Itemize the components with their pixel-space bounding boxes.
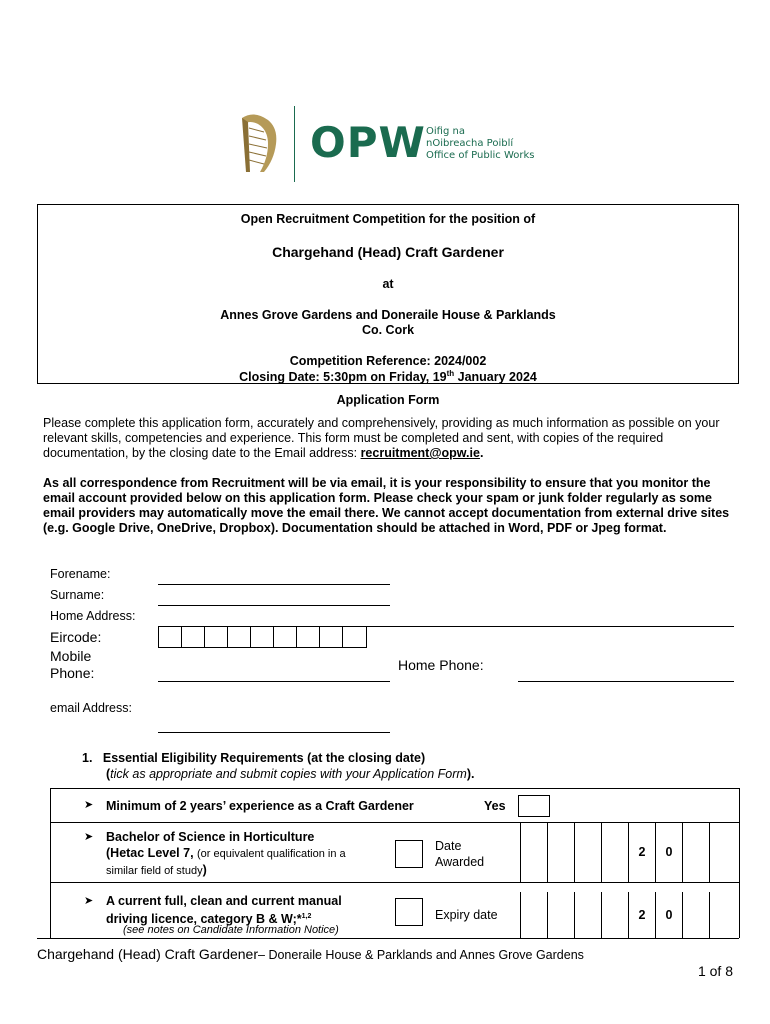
- arrow-bullet-icon: ➤: [84, 799, 94, 811]
- mobile-phone-label-2: Phone:: [50, 665, 95, 681]
- section-1-title: 1. Essential Eligibility Requirements (at the closing date) (tick as appropriate and submit copies with your Application Form).: [82, 751, 475, 781]
- footer-divider: [37, 938, 739, 939]
- date-cell[interactable]: [547, 822, 574, 882]
- date-cell[interactable]: [547, 892, 574, 938]
- date-cell[interactable]: 2: [628, 892, 655, 938]
- position-title: Chargehand (Head) Craft Gardener: [272, 244, 504, 260]
- requirement-experience: Minimum of 2 years’ experience as a Craft Gardener: [106, 799, 414, 813]
- date-awarded-grid[interactable]: [520, 822, 710, 882]
- date-cell[interactable]: 0: [655, 822, 682, 882]
- forename-field[interactable]: [158, 584, 390, 585]
- opw-subtitle: [426, 126, 535, 162]
- page-number: 1 of 8: [697, 963, 733, 979]
- header-intro: Open Recruitment Competition for the position of: [240, 212, 536, 226]
- eircode-cell[interactable]: [320, 627, 343, 647]
- opw-subtitle-english: Office of Public Works: [426, 150, 535, 161]
- eircode-cell[interactable]: [251, 627, 274, 647]
- eircode-label: Eircode:: [50, 629, 102, 645]
- yes-label: Yes: [484, 799, 506, 813]
- date-cell[interactable]: 2: [628, 822, 655, 882]
- date-cell[interactable]: [574, 822, 601, 882]
- surname-field[interactable]: [158, 605, 390, 606]
- date-cell[interactable]: [682, 892, 709, 938]
- home-phone-label: Home Phone:: [398, 657, 484, 673]
- eircode-cell[interactable]: [182, 627, 205, 647]
- arrow-bullet-icon: ➤: [84, 895, 94, 907]
- licence-note: (see notes on Candidate Information Notice): [123, 924, 339, 936]
- home-phone-field[interactable]: [518, 681, 734, 682]
- header-at: at: [382, 277, 394, 291]
- licence-checkbox[interactable]: [395, 898, 423, 926]
- requirement-degree: Bachelor of Science in Horticulture (Hetac Level 7, (or equivalent qualification in a similar field of study): [106, 830, 346, 877]
- opw-subtitle-irish-2: nOibreacha Poiblí: [426, 138, 514, 149]
- eircode-cell[interactable]: [205, 627, 228, 647]
- email-address-label: email Address:: [50, 701, 132, 715]
- requirement-driving-licence: A current full, clean and current manual driving licence, category B & W;*$^{1,2}$: [106, 894, 342, 927]
- opw-subtitle-irish-1: Oifig na: [426, 126, 465, 137]
- eircode-field[interactable]: [158, 626, 367, 648]
- recruitment-email-link[interactable]: recruitment@opw.ie: [360, 446, 480, 460]
- footer-title: Chargehand (Head) Craft Gardener– Doneraile House & Parklands and Annes Grove Gardens: [37, 946, 584, 962]
- surname-label: Surname:: [50, 588, 105, 602]
- harp-emblem-icon: [234, 110, 282, 176]
- eircode-cell[interactable]: [297, 627, 320, 647]
- location-line-2: Co. Cork: [361, 323, 415, 337]
- date-cell[interactable]: 0: [655, 892, 682, 938]
- arrow-bullet-icon: ➤: [84, 831, 94, 843]
- closing-date: Closing Date: 5:30pm on Friday, 19th January 2024: [239, 369, 537, 385]
- date-cell[interactable]: [601, 892, 628, 938]
- logo-divider: [294, 106, 295, 182]
- date-cell[interactable]: [520, 822, 547, 882]
- email-address-field[interactable]: [158, 732, 390, 733]
- opw-wordmark: OPW: [310, 118, 426, 167]
- form-title: Application Form: [336, 393, 440, 407]
- requirements-divider: [50, 882, 740, 883]
- eircode-cell[interactable]: [228, 627, 251, 647]
- date-cell[interactable]: [601, 822, 628, 882]
- eircode-cell[interactable]: [159, 627, 182, 647]
- date-cell[interactable]: [574, 892, 601, 938]
- expiry-date-grid[interactable]: [520, 892, 710, 938]
- degree-checkbox[interactable]: [395, 840, 423, 868]
- expiry-date-label: Expiry date: [435, 908, 498, 922]
- intro-paragraph: Please complete this application form, accurately and comprehensively, providing as much information as possible on your relevant skills, competencies and experience. This form must be completed and sent, with copies of the required documentation, by the closing date to the Email address: recruitment@opw.ie.: [43, 416, 720, 460]
- home-address-label: Home Address:: [50, 609, 136, 623]
- competition-reference: Competition Reference: 2024/002: [289, 354, 487, 368]
- date-cell[interactable]: [520, 892, 547, 938]
- mobile-phone-label-1: Mobile: [50, 648, 92, 664]
- eircode-cell[interactable]: [274, 627, 297, 647]
- eircode-cell[interactable]: [343, 627, 366, 647]
- location-line-1: Annes Grove Gardens and Doneraile House & Parklands: [220, 308, 556, 322]
- forename-label: Forename:: [50, 567, 111, 581]
- mobile-phone-field[interactable]: [158, 681, 390, 682]
- date-cell[interactable]: [682, 822, 709, 882]
- correspondence-notice: As all correspondence from Recruitment will be via email, it is your responsibility to ensure that you monitor the email account provided below on this application form. Please check your spam or junk folder regularly as some email providers may automatically move the email there. We cannot accept documentation from external drive sites (e.g. Google Drive, OneDrive, Dropbox). Documentation should be attached in Word, PDF or Jpeg format.: [43, 476, 730, 535]
- experience-yes-checkbox[interactable]: [518, 795, 550, 817]
- date-awarded-label: Date Awarded: [435, 839, 485, 869]
